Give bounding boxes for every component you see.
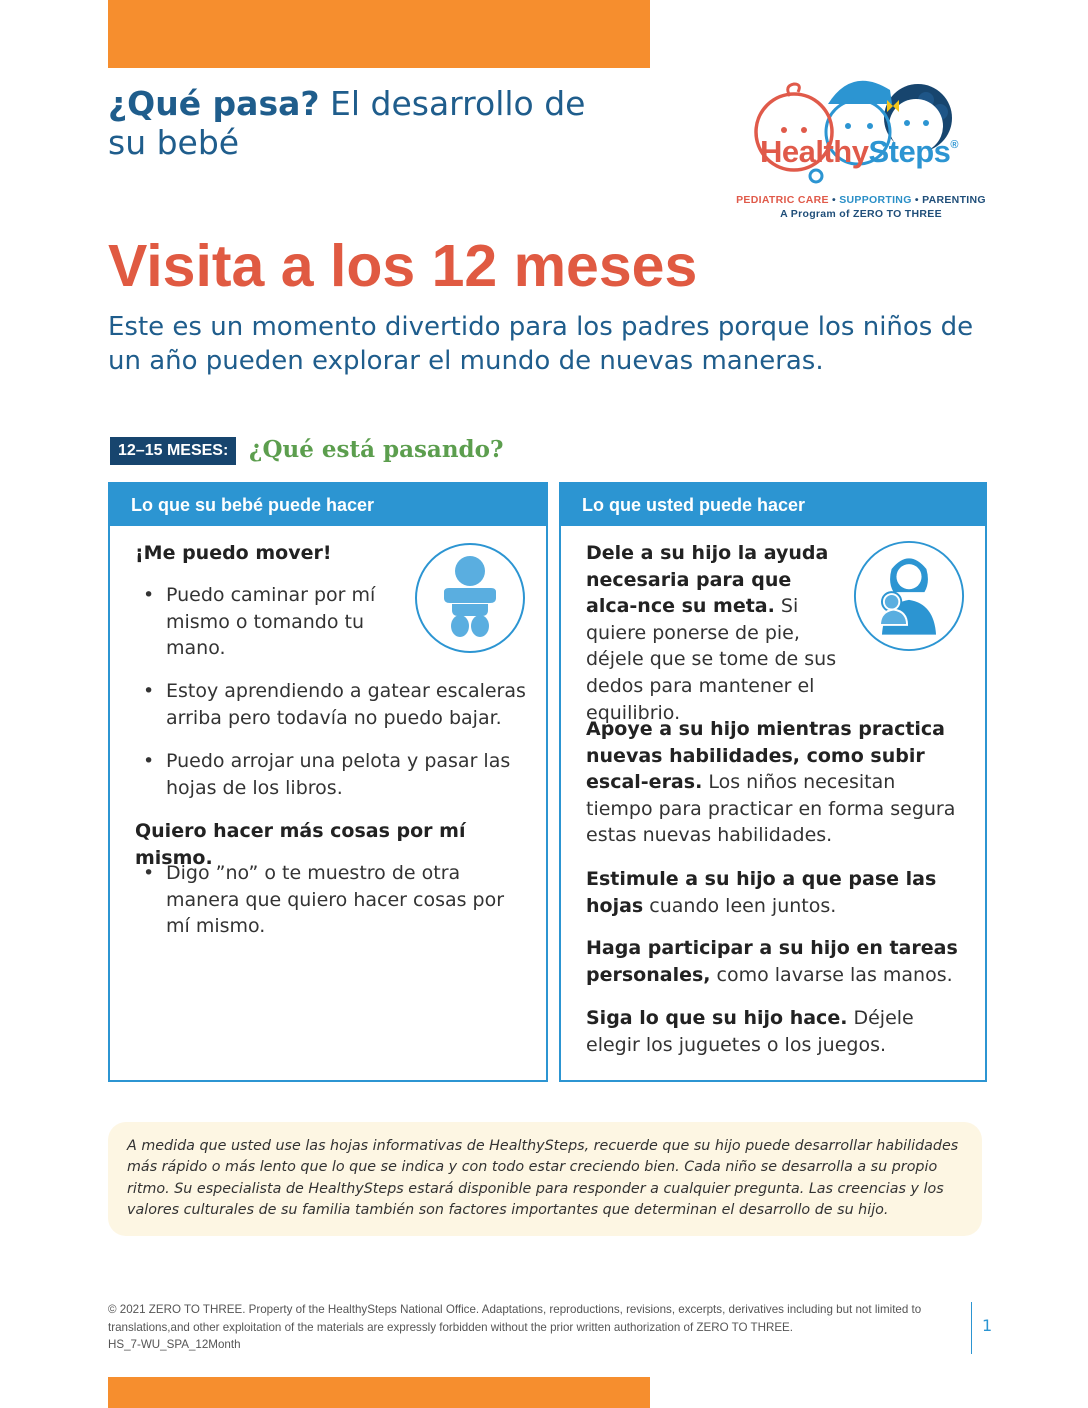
footer-line: translations,and other exploitation of the materials are expressly forbidden without the prior written authorization of ZERO TO THREE. [108,1320,794,1334]
footer-doc-id: HS_7-WU_SPA_12Month [108,1338,241,1352]
you-can-do-panel [559,482,987,1082]
tip-item: Dele a su hijo la ayuda necesaria para que alca-nce su meta. Si quiere ponerse de pie, déjele que se tome de sus dedos para mantener el equilibrio. [586,542,837,724]
logo-tagline-program: A Program of ZERO TO THREE [780,208,942,220]
svg-text:HealthySteps®: HealthySteps® [760,134,959,169]
move-list-continued [135,678,530,731]
header-title-bold: ¿Qué pasa? [108,84,320,123]
baby-icon [414,542,526,654]
bottom-accent-bar [108,1377,650,1408]
list-item: • Estoy aprendiendo a gatear escaleras arriba pero todavía no puedo bajar. [135,678,530,731]
move-list-continued [135,748,530,801]
group-title-move: ¡Me puedo mover! [135,542,332,564]
top-accent-bar [108,0,650,68]
list-item: • Puedo arrojar una pelota y pasar las hojas de los libros. [135,748,530,801]
age-heading: ¿Qué está pasando? [249,436,504,463]
developmental-note: A medida que usted use las hojas informativas de HealthySteps, recuerde que su hijo puede desarrollar habilidades más rápido o más lento que lo que se indica y con todo estar creciendo bien. Cada niño se desarrolla a su propio ritmo. Su especialista de HealthySteps estará disponible para responder a cualquier pregunta. Las creencias y los valores culturales de su familia también son factores importantes que determinan el desarrollo de su hijo. [127,1138,959,1219]
logo-tagline: PEDIATRIC CARE • SUPPORTING • PARENTING A Program of ZERO TO THREE [720,193,1002,221]
list-item: • Puedo caminar por mí mismo o tomando tu mano. [135,582,385,662]
footer-line: © 2021 ZERO TO THREE. Property of the HealthySteps National Office. Adaptations, reproductions, revisions, excerpts, derivatives including but not limited to [108,1303,922,1316]
parent-holding-child-icon [853,540,965,652]
pacifier-icon [810,170,822,182]
parent-panel-header: Lo que usted puede hacer [561,484,985,526]
page-number: 1 [982,1316,993,1335]
baby-can-do-panel [108,482,548,1082]
tip-item: Estimule a su hijo a que pase las hojas cuando leen juntos. [586,868,937,917]
move-list [135,582,385,662]
group-title-independence: Quiero hacer más cosas por mí mismo. [135,820,466,869]
age-badge: 12–15 MESES: [110,437,236,465]
tip-item: Siga lo que su hijo hace. Déjele elegir los juguetes o los juegos. [586,1007,914,1056]
header-title-rest: El desarrollo de su bebé [108,84,586,162]
independence-list [135,860,505,940]
header-title [108,84,628,162]
footer-copyright [108,1301,948,1354]
page-subtitle: Este es un momento divertido para los padres porque los niños de un año pueden explorar el mundo de nuevas maneras. [108,312,974,376]
list-item: • Digo ”no” o te muestro de otra manera que quiero hacer cosas por mí mismo. [135,860,505,940]
tip-item: Haga participar a su hijo en tareas personales, como lavarse las manos. [586,937,958,986]
footer-divider [971,1302,972,1354]
tip-item: Apoye a su hijo mientras practica nuevas habilidades, como subir escal-eras. Los niños necesitan tiempo para practicar en forma segura estas nuevas habilidades. [586,718,956,847]
baby-panel-header: Lo que su bebé puede hacer [110,484,546,526]
page-title: Visita a los 12 meses [108,233,698,299]
